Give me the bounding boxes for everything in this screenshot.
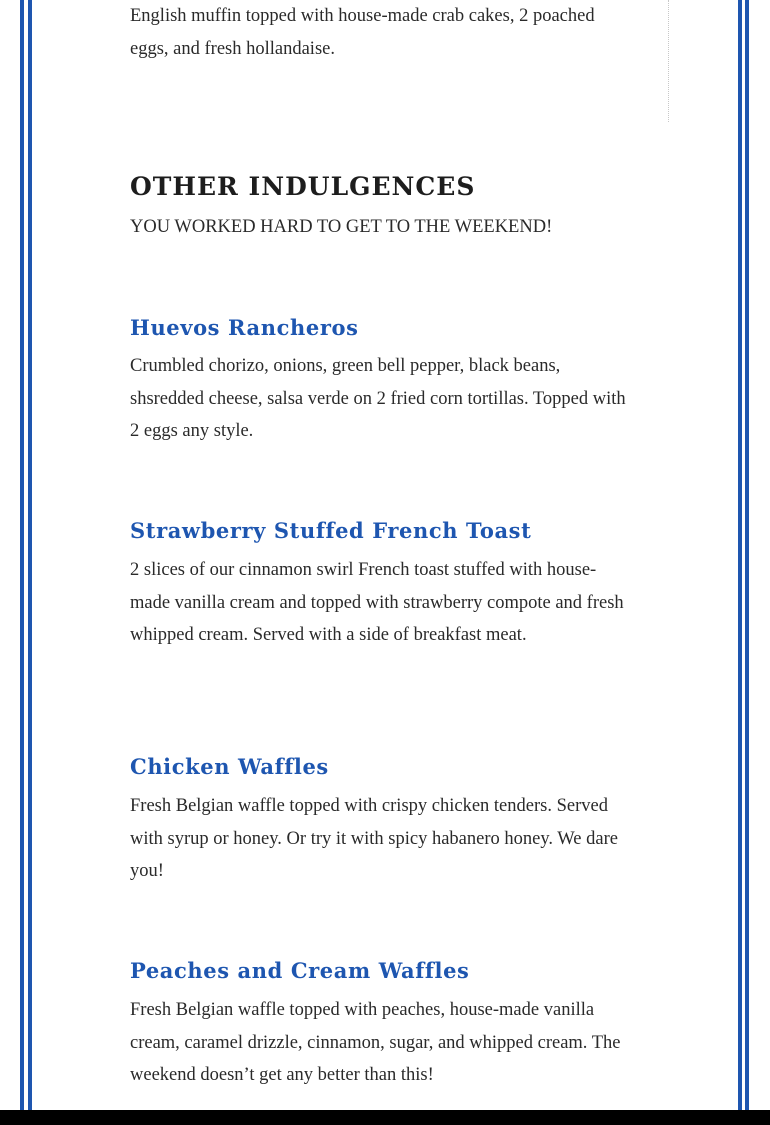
right-border-outer — [745, 0, 749, 1110]
section-subtitle: YOU WORKED HARD TO GET TO THE WEEKEND! — [130, 217, 553, 237]
section-title: OTHER INDULGENCES — [130, 172, 476, 201]
menu-item — [130, 753, 630, 888]
menu-item-description: 2 slices of our cinnamon swirl French toast stuffed with house-made vanilla cream and topped with strawberry compote and fresh whipped cream. Served with a side of breakfast meat. — [130, 560, 624, 645]
menu-item-name: Chicken Waffles — [130, 754, 329, 779]
left-border-inner — [28, 0, 32, 1110]
menu-item-description: Crumbled chorizo, onions, green bell pepper, black beans, shsredded cheese, salsa verde on 2 fried corn tortillas. Topped with 2 eggs any style. — [130, 356, 626, 441]
menu-item-name: Huevos Rancheros — [130, 315, 359, 340]
bottom-bar — [0, 1110, 770, 1125]
previous-item — [130, 0, 630, 65]
menu-item — [130, 957, 630, 1092]
previous-item-description: English muffin topped with house-made crab cakes, 2 poached eggs, and fresh hollandaise. — [130, 6, 595, 59]
menu-item — [130, 517, 630, 652]
right-border-inner — [738, 0, 742, 1110]
menu-item — [130, 314, 630, 448]
menu-item-description: Fresh Belgian waffle topped with peaches, house-made vanilla cream, caramel drizzle, cinnamon, sugar, and whipped cream. The weekend doesn’t get any better than this! — [130, 1000, 621, 1085]
menu-item-description: Fresh Belgian waffle topped with crispy chicken tenders. Served with syrup or honey. Or try it with spicy habanero honey. We dare you! — [130, 796, 618, 881]
menu-item-name: Strawberry Stuffed French Toast — [130, 518, 532, 543]
section-header — [130, 172, 630, 239]
menu-item-name: Peaches and Cream Waffles — [130, 958, 470, 983]
column-divider — [668, 0, 669, 122]
left-border-outer — [20, 0, 24, 1110]
